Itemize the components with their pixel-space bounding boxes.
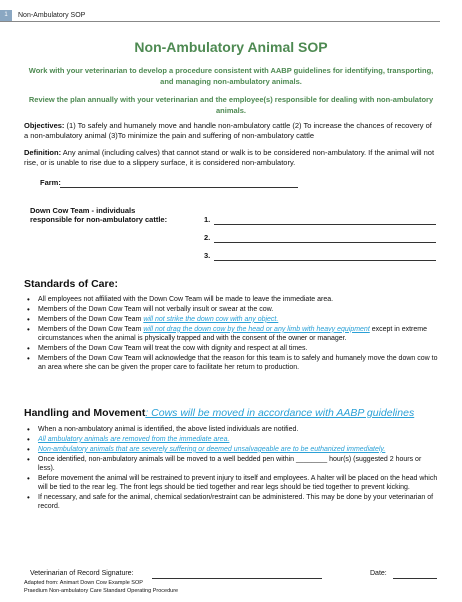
item-text: Members of the Down Cow Team will acknowledge that the reason for this team is to safely and humanely move the down cow to an area where she can be given the proper care to facilitate her return to production. [38,354,438,372]
header-rule [0,21,440,22]
signature-field[interactable] [152,578,322,579]
handling-heading-text: Handling and Movement [24,407,146,419]
date-field[interactable] [393,578,437,579]
signature-label: Veterinarian of Record Signature: [30,570,134,577]
list-item [22,493,438,512]
item-text: When a non-ambulatory animal is identified, the above listed individuals are notified. [38,426,299,433]
farm-label: Farm: [40,178,61,187]
team-label-line-2: responsible for non-ambulatory cattle: [30,215,168,224]
intro-paragraph-2: Review the plan annually with your veterinarian and the employee(s) responsible for dealing with non-ambulatory animals. [28,95,434,115]
list-item [22,425,438,434]
handling-list [22,425,438,512]
team-member-2-field[interactable] [214,242,436,243]
objectives-paragraph [24,121,438,141]
objectives-label: Objectives: [24,121,65,130]
farm-field[interactable] [60,187,298,188]
team-label-line-1: Down Cow Team - individuals [30,206,136,215]
item-text: All employees not affiliated with the Down Cow Team will be made to leave the immediate area. [38,296,334,303]
item-link-text[interactable]: will not strike the down cow with any object. [143,315,279,323]
item-text: except in extreme circumstances when the animal is physically trapped and with the consent of the owner or manager. [38,325,427,342]
definition-text: Any animal (including calves) that cannot stand or walk is to be considered non-ambulatory. If the animal will not rise, or is unable to rise due to a slippery surface, it is considered non-ambulatory. [24,148,435,167]
list-item [22,455,438,474]
page-number-badge: 1 [0,10,12,21]
item-text: Once identified, non-ambulatory animals will be moved to a well bedded pen within ________ hour(s) (suggested 2 hours or less). [38,455,422,472]
item-link-text[interactable]: will not drag the down cow by the head or any limb with heavy equipment [143,325,370,333]
item-text: Members of the Down Cow Team will treat the cow with dignity and respect at all times. [38,344,308,352]
team-member-number: 1. [204,215,211,224]
header-label: Non-Ambulatory SOP [18,12,86,19]
intro-paragraph-1: Work with your veterinarian to develop a procedure consistent with AABP guidelines for identifying, transporting, and managing non-ambulatory animals. [28,66,434,86]
item-link-text[interactable]: Non-ambulatory animals that are severely suffering or deemed unsalvageable are to be euthanized immediately. [38,445,386,453]
standards-list [22,295,438,373]
list-item [22,325,438,344]
item-text: Members of the Down Cow Team will not verbally insult or swear at the cow. [38,305,274,313]
list-item [22,445,438,454]
list-item [22,435,438,444]
standards-heading: Standards of Care: [24,278,118,290]
adapted-from-line: Adapted from: Animart Down Cow Example SOP [24,580,143,586]
handling-heading [24,407,414,419]
item-text: Members of the Down Cow Team [38,325,144,333]
item-text: Before movement the animal will be restrained to prevent injury to itself and employees. A halter will be placed on the head which will be tied to the rear leg. The front legs should be tied together and rear legs should be tied together to prevent kicking. [38,474,438,492]
definition-label: Definition: [24,148,62,157]
list-item [22,305,438,314]
list-item [22,344,438,353]
list-item [22,474,438,493]
item-text: If necessary, and safe for the animal, chemical sedation/restraint can be administered. This may be done by your veterinarian of record. [38,494,434,511]
date-label: Date: [370,570,387,577]
page-header [0,10,440,21]
team-member-number: 2. [204,233,211,242]
team-member-3-field[interactable] [214,260,436,261]
handling-heading-highlight[interactable]: : Cows will be moved in accordance with AABP guidelines [145,407,415,419]
list-item [22,295,438,304]
adapted-from-line-2: Praedium Non-ambulatory Care Standard Operating Procedure [24,588,179,594]
definition-paragraph [24,148,438,168]
objectives-text: (1) To safely and humanely move and handle non-ambulatory cattle (2) To increase the chances of recovery of a non-ambulatory animal (3)To minimize the pain and suffering of non-ambulatory cattle [24,121,432,140]
page-title: Non-Ambulatory Animal SOP [134,39,328,55]
list-item [22,354,438,373]
item-link-text[interactable]: All ambulatory animals are removed from the immediate area. [38,435,230,443]
item-text: Members of the Down Cow Team [38,315,144,323]
team-member-number: 3. [204,251,211,260]
list-item [22,315,438,324]
team-member-1-field[interactable] [214,224,436,225]
